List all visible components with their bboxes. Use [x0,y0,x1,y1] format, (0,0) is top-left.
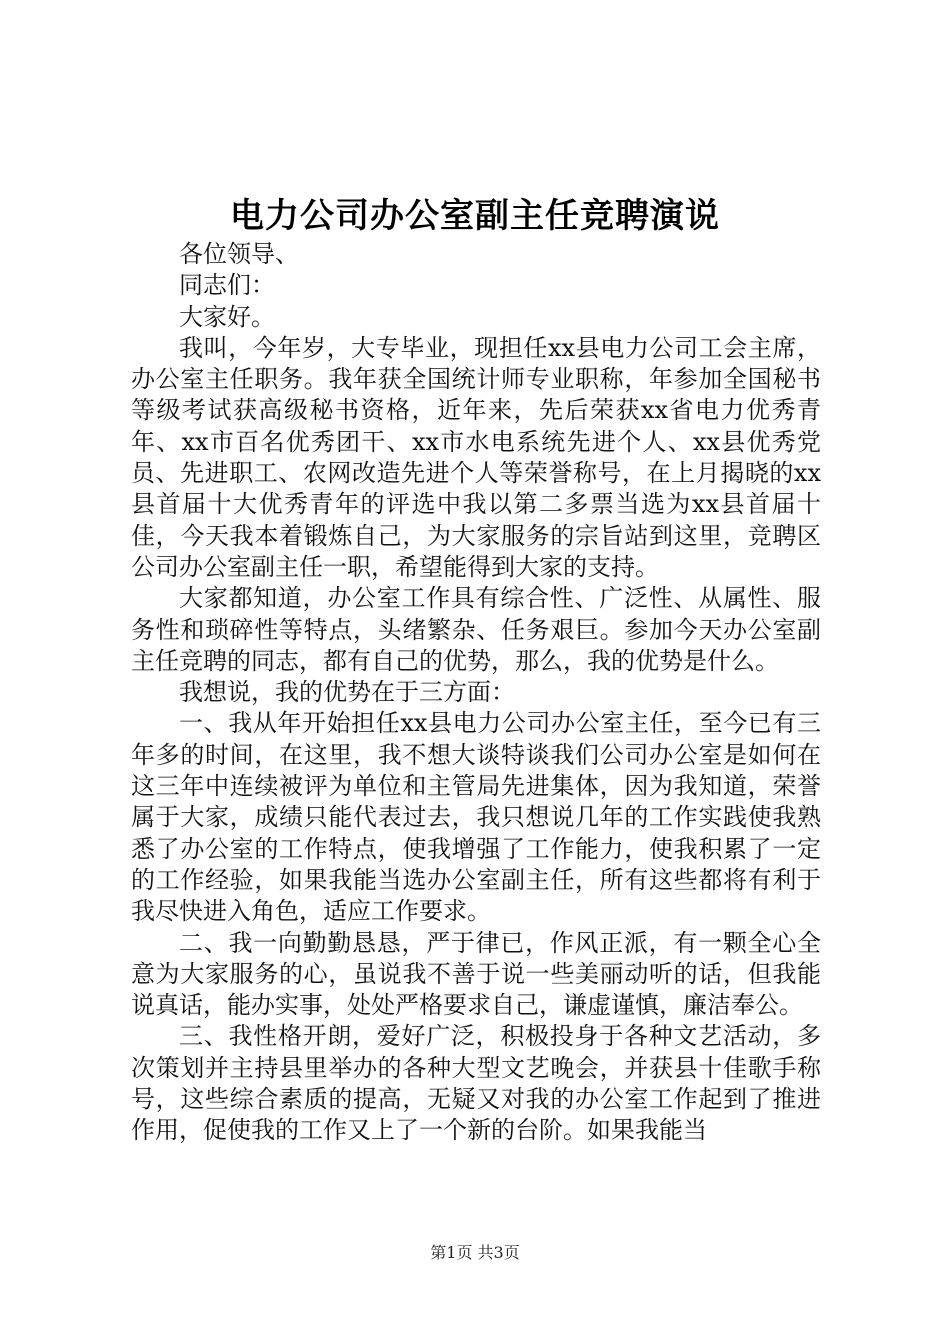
document-title: 电力公司办公室副主任竞聘演说 [230,196,720,236]
body-paragraph: 我叫，今年岁，大专毕业，现担任xx县电力公司工会主席，办公室主任职务。我年获全国统计师专业职称，年参加全国秘书等级考试获高级秘书资格，近年来，先后荣获xx省电力优秀青年、xx市百名优秀团干、xx市水电系统先进个人、xx县优秀党员、先进职工、农网改造先进个人等荣誉称号，在上月揭晓的xx县首届十大优秀青年的评选中我以第二多票当选为xx县首届十佳，今天我本着锻炼自己，为大家服务的宗旨站到这里，竞聘区公司办公室副主任一职，希望能得到大家的支持。 [131,333,821,581]
body-paragraph: 我想说，我的优势在于三方面： [179,678,515,707]
body-paragraph: 三、我性格开朗，爱好广泛，积极投身于各种文艺活动，多次策划并主持县里举办的各种大型文艺晚会，并获县十佳歌手称号，这些综合素质的提高，无疑又对我的办公室工作起到了推进作用，促使我的工作又上了一个新的台阶。如果我能当 [131,1022,821,1145]
body-paragraph: 一、我从年开始担任xx县电力公司办公室主任，至今已有三年多的时间，在这里，我不想大谈特谈我们公司办公室是如何在这三年中连续被评为单位和主管局先进集体，因为我知道，荣誉属于大家，成绩只能代表过去，我只想说几年的工作实践使我熟悉了办公室的工作特点，使我增强了工作能力，使我积累了一定的工作经验，如果我能当选办公室副主任，所有这些都将有利于我尽快进入角色，适应工作要求。 [131,709,821,926]
page-number-footer: 第1页 共3页 [430,1243,520,1262]
body-paragraph: 大家都知道，办公室工作具有综合性、广泛性、从属性、服务性和琐碎性等特点，头绪繁杂、任务艰巨。参加今天办公室副主任竞聘的同志，都有自己的优势，那么，我的优势是什么。 [131,584,821,675]
salutation-line: 各位领导、 [179,240,299,268]
body-paragraph: 二、我一向勤勤恳恳，严于律已，作风正派，有一颗全心全意为大家服务的心，虽说我不善于说一些美丽动听的话，但我能说真话，能办实事，处处严格要求自己，谦虚谨慎，廉洁奉公。 [131,928,821,1020]
salutation-line: 大家好。 [179,302,275,331]
salutation-line: 同志们： [179,271,275,300]
document-body [131,239,821,1147]
